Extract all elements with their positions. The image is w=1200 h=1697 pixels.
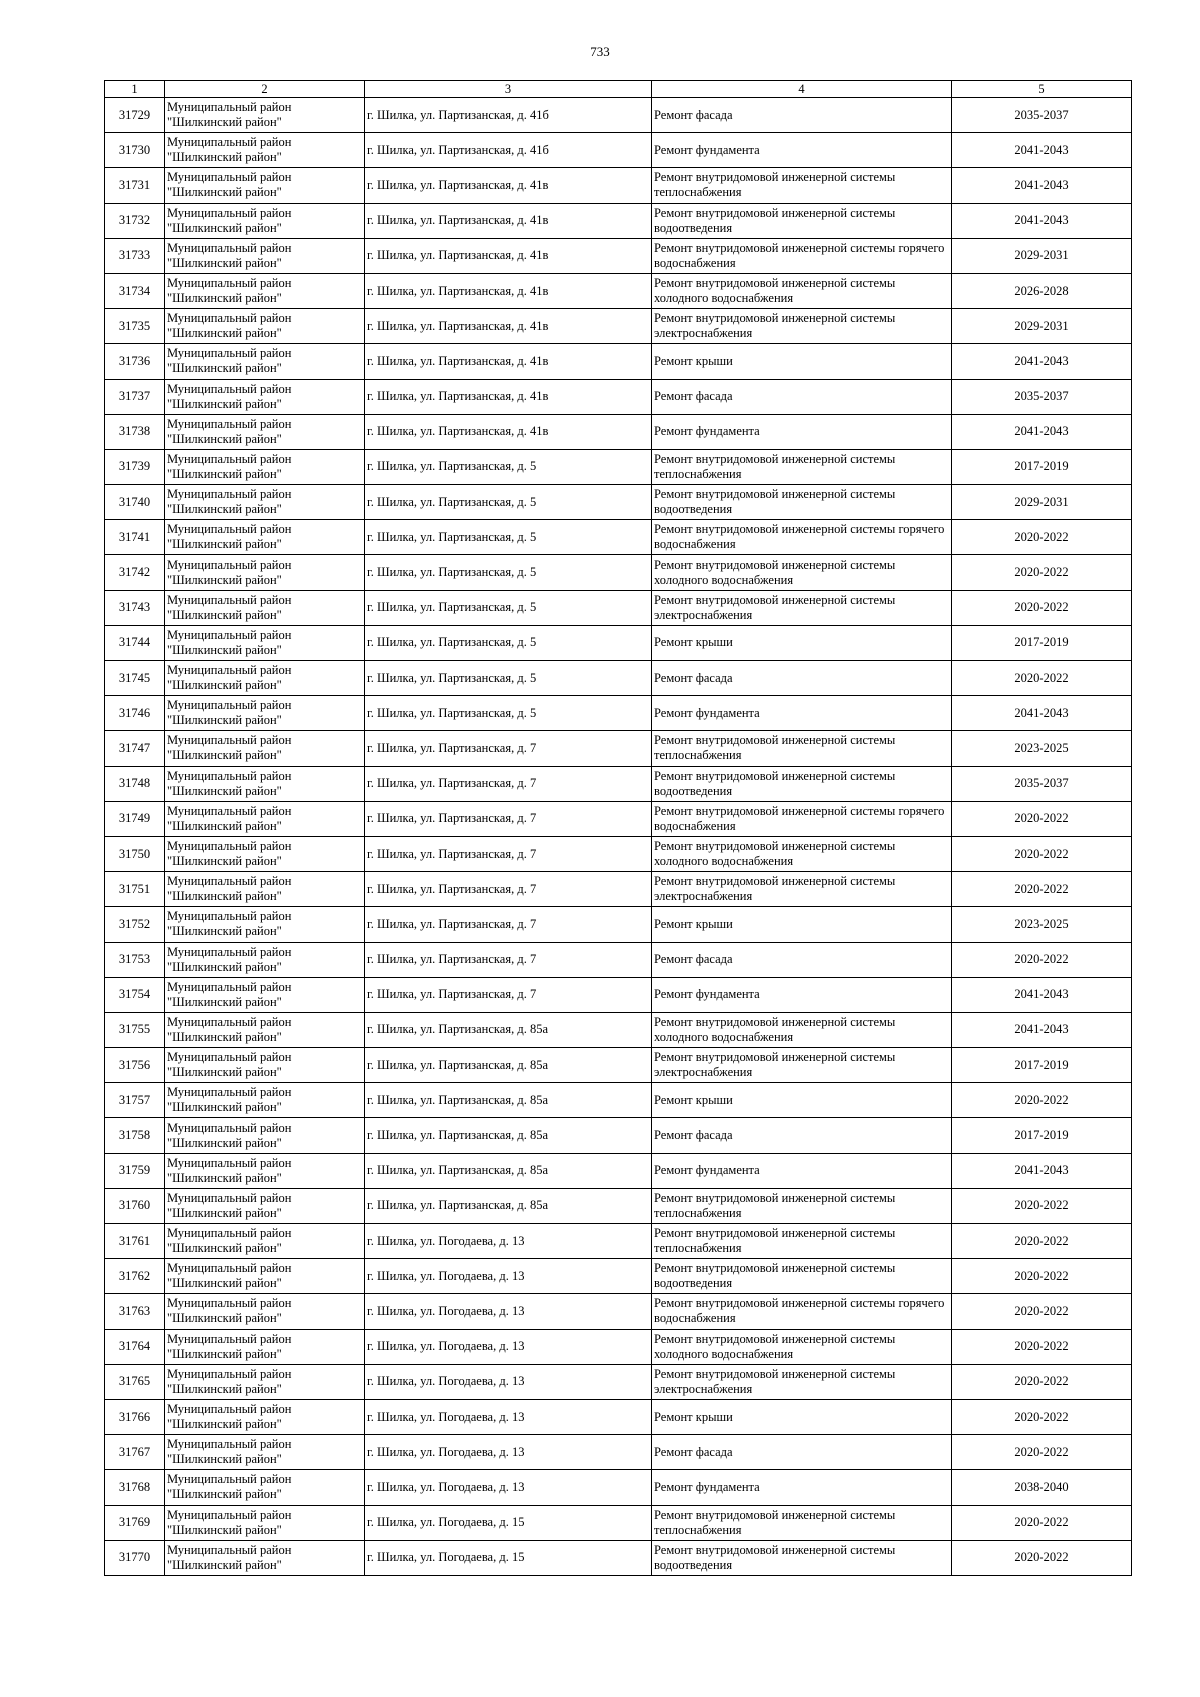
table-row	[105, 1118, 1132, 1153]
region-cell: Муниципальный район "Шилкинский район"	[165, 1435, 365, 1470]
address-cell: г. Шилка, ул. Партизанская, д. 5	[365, 520, 652, 555]
address-cell: г. Шилка, ул. Партизанская, д. 85а	[365, 1083, 652, 1118]
work-type-cell: Ремонт крыши	[652, 1399, 952, 1434]
address-cell: г. Шилка, ул. Погодаева, д. 13	[365, 1294, 652, 1329]
address-cell: г. Шилка, ул. Партизанская, д. 5	[365, 590, 652, 625]
table-row	[105, 836, 1132, 871]
work-type-cell: Ремонт внутридомовой инженерной системы электроснабжения	[652, 1048, 952, 1083]
address-cell: г. Шилка, ул. Партизанская, д. 7	[365, 766, 652, 801]
period-cell: 2020-2022	[952, 1259, 1132, 1294]
address-cell: г. Шилка, ул. Партизанская, д. 7	[365, 977, 652, 1012]
region-cell: Муниципальный район "Шилкинский район"	[165, 1364, 365, 1399]
period-cell: 2020-2022	[952, 1540, 1132, 1575]
address-cell: г. Шилка, ул. Партизанская, д. 7	[365, 801, 652, 836]
address-cell: г. Шилка, ул. Партизанская, д. 7	[365, 836, 652, 871]
address-cell: г. Шилка, ул. Партизанская, д. 41б	[365, 133, 652, 168]
period-cell: 2041-2043	[952, 977, 1132, 1012]
row-number: 31745	[105, 661, 165, 696]
table-row	[105, 1294, 1132, 1329]
work-type-cell: Ремонт внутридомовой инженерной системы теплоснабжения	[652, 731, 952, 766]
period-cell: 2029-2031	[952, 309, 1132, 344]
period-cell: 2020-2022	[952, 555, 1132, 590]
work-type-cell: Ремонт внутридомовой инженерной системы горячего водоснабжения	[652, 520, 952, 555]
period-cell: 2041-2043	[952, 168, 1132, 203]
row-number: 31729	[105, 98, 165, 133]
work-type-cell: Ремонт внутридомовой инженерной системы электроснабжения	[652, 872, 952, 907]
work-type-cell: Ремонт фундамента	[652, 1153, 952, 1188]
table-row	[105, 449, 1132, 484]
address-cell: г. Шилка, ул. Партизанская, д. 5	[365, 696, 652, 731]
region-cell: Муниципальный район "Шилкинский район"	[165, 344, 365, 379]
period-cell: 2041-2043	[952, 1012, 1132, 1047]
region-cell: Муниципальный район "Шилкинский район"	[165, 1470, 365, 1505]
table-row	[105, 309, 1132, 344]
period-cell: 2041-2043	[952, 696, 1132, 731]
table-row	[105, 1224, 1132, 1259]
region-cell: Муниципальный район "Шилкинский район"	[165, 1540, 365, 1575]
period-cell: 2017-2019	[952, 1048, 1132, 1083]
work-type-cell: Ремонт фундамента	[652, 1470, 952, 1505]
period-cell: 2020-2022	[952, 1505, 1132, 1540]
work-type-cell: Ремонт внутридомовой инженерной системы холодного водоснабжения	[652, 836, 952, 871]
period-cell: 2020-2022	[952, 1224, 1132, 1259]
row-number: 31750	[105, 836, 165, 871]
period-cell: 2020-2022	[952, 872, 1132, 907]
address-cell: г. Шилка, ул. Партизанская, д. 85а	[365, 1188, 652, 1223]
work-type-cell: Ремонт крыши	[652, 1083, 952, 1118]
region-cell: Муниципальный район "Шилкинский район"	[165, 836, 365, 871]
address-cell: г. Шилка, ул. Партизанская, д. 85а	[365, 1118, 652, 1153]
row-number: 31768	[105, 1470, 165, 1505]
row-number: 31760	[105, 1188, 165, 1223]
work-type-cell: Ремонт фундамента	[652, 977, 952, 1012]
address-cell: г. Шилка, ул. Погодаева, д. 15	[365, 1540, 652, 1575]
work-type-cell: Ремонт внутридомовой инженерной системы водоотведения	[652, 203, 952, 238]
region-cell: Муниципальный район "Шилкинский район"	[165, 1153, 365, 1188]
table-row	[105, 1188, 1132, 1223]
address-cell: г. Шилка, ул. Погодаева, д. 13	[365, 1259, 652, 1294]
table-row	[105, 942, 1132, 977]
row-number: 31748	[105, 766, 165, 801]
table-row	[105, 1364, 1132, 1399]
region-cell: Муниципальный район "Шилкинский район"	[165, 872, 365, 907]
address-cell: г. Шилка, ул. Партизанская, д. 5	[365, 555, 652, 590]
table-row	[105, 1259, 1132, 1294]
row-number: 31739	[105, 449, 165, 484]
table-header	[105, 81, 1132, 98]
row-number: 31752	[105, 907, 165, 942]
work-type-cell: Ремонт фасада	[652, 942, 952, 977]
table-row	[105, 731, 1132, 766]
address-cell: г. Шилка, ул. Партизанская, д. 41в	[365, 379, 652, 414]
region-cell: Муниципальный район "Шилкинский район"	[165, 1259, 365, 1294]
period-cell: 2041-2043	[952, 203, 1132, 238]
region-cell: Муниципальный район "Шилкинский район"	[165, 590, 365, 625]
work-type-cell: Ремонт фундамента	[652, 133, 952, 168]
address-cell: г. Шилка, ул. Партизанская, д. 41в	[365, 238, 652, 273]
region-cell: Муниципальный район "Шилкинский район"	[165, 1012, 365, 1047]
table-row	[105, 133, 1132, 168]
period-cell: 2023-2025	[952, 907, 1132, 942]
work-type-cell: Ремонт крыши	[652, 625, 952, 660]
address-cell: г. Шилка, ул. Партизанская, д. 41б	[365, 98, 652, 133]
address-cell: г. Шилка, ул. Партизанская, д. 7	[365, 731, 652, 766]
work-type-cell: Ремонт внутридомовой инженерной системы электроснабжения	[652, 590, 952, 625]
row-number: 31734	[105, 273, 165, 308]
row-number: 31755	[105, 1012, 165, 1047]
row-number: 31767	[105, 1435, 165, 1470]
period-cell: 2020-2022	[952, 1188, 1132, 1223]
period-cell: 2026-2028	[952, 273, 1132, 308]
work-type-cell: Ремонт внутридомовой инженерной системы водоотведения	[652, 485, 952, 520]
row-number: 31742	[105, 555, 165, 590]
work-type-cell: Ремонт внутридомовой инженерной системы электроснабжения	[652, 309, 952, 344]
region-cell: Муниципальный район "Шилкинский район"	[165, 1118, 365, 1153]
table-row	[105, 1540, 1132, 1575]
region-cell: Муниципальный район "Шилкинский район"	[165, 485, 365, 520]
column-header-1: 1	[105, 81, 165, 98]
work-type-cell: Ремонт внутридомовой инженерной системы теплоснабжения	[652, 1505, 952, 1540]
work-type-cell: Ремонт внутридомовой инженерной системы холодного водоснабжения	[652, 273, 952, 308]
page-number: 733	[590, 44, 610, 59]
address-cell: г. Шилка, ул. Погодаева, д. 13	[365, 1470, 652, 1505]
address-cell: г. Шилка, ул. Партизанская, д. 41в	[365, 344, 652, 379]
row-number: 31762	[105, 1259, 165, 1294]
table-row	[105, 1329, 1132, 1364]
address-cell: г. Шилка, ул. Партизанская, д. 41в	[365, 414, 652, 449]
table-body	[105, 98, 1132, 1576]
work-type-cell: Ремонт крыши	[652, 344, 952, 379]
work-type-cell: Ремонт внутридомовой инженерной системы водоотведения	[652, 1259, 952, 1294]
address-cell: г. Шилка, ул. Погодаева, д. 15	[365, 1505, 652, 1540]
period-cell: 2020-2022	[952, 590, 1132, 625]
region-cell: Муниципальный район "Шилкинский район"	[165, 449, 365, 484]
table-row	[105, 273, 1132, 308]
row-number: 31736	[105, 344, 165, 379]
region-cell: Муниципальный район "Шилкинский район"	[165, 168, 365, 203]
region-cell: Муниципальный район "Шилкинский район"	[165, 1083, 365, 1118]
period-cell: 2020-2022	[952, 801, 1132, 836]
row-number: 31733	[105, 238, 165, 273]
region-cell: Муниципальный район "Шилкинский район"	[165, 1188, 365, 1223]
work-type-cell: Ремонт фасада	[652, 1435, 952, 1470]
row-number: 31754	[105, 977, 165, 1012]
period-cell: 2020-2022	[952, 1364, 1132, 1399]
period-cell: 2020-2022	[952, 836, 1132, 871]
table-row	[105, 238, 1132, 273]
table-row	[105, 1153, 1132, 1188]
period-cell: 2023-2025	[952, 731, 1132, 766]
column-header-3: 3	[365, 81, 652, 98]
table-row	[105, 872, 1132, 907]
period-cell: 2017-2019	[952, 449, 1132, 484]
address-cell: г. Шилка, ул. Партизанская, д. 5	[365, 625, 652, 660]
region-cell: Муниципальный район "Шилкинский район"	[165, 661, 365, 696]
row-number: 31735	[105, 309, 165, 344]
period-cell: 2035-2037	[952, 766, 1132, 801]
work-type-cell: Ремонт фасада	[652, 379, 952, 414]
work-type-cell: Ремонт внутридомовой инженерной системы холодного водоснабжения	[652, 555, 952, 590]
address-cell: г. Шилка, ул. Партизанская, д. 5	[365, 449, 652, 484]
work-type-cell: Ремонт фасада	[652, 1118, 952, 1153]
address-cell: г. Шилка, ул. Партизанская, д. 7	[365, 942, 652, 977]
period-cell: 2017-2019	[952, 1118, 1132, 1153]
region-cell: Муниципальный район "Шилкинский район"	[165, 907, 365, 942]
period-cell: 2041-2043	[952, 133, 1132, 168]
region-cell: Муниципальный район "Шилкинский район"	[165, 731, 365, 766]
region-cell: Муниципальный район "Шилкинский район"	[165, 1505, 365, 1540]
address-cell: г. Шилка, ул. Погодаева, д. 13	[365, 1399, 652, 1434]
region-cell: Муниципальный район "Шилкинский район"	[165, 555, 365, 590]
region-cell: Муниципальный район "Шилкинский район"	[165, 309, 365, 344]
region-cell: Муниципальный район "Шилкинский район"	[165, 520, 365, 555]
row-number: 31743	[105, 590, 165, 625]
address-cell: г. Шилка, ул. Партизанская, д. 41в	[365, 168, 652, 203]
address-cell: г. Шилка, ул. Партизанская, д. 7	[365, 872, 652, 907]
region-cell: Муниципальный район "Шилкинский район"	[165, 379, 365, 414]
row-number: 31744	[105, 625, 165, 660]
address-cell: г. Шилка, ул. Партизанская, д. 85а	[365, 1153, 652, 1188]
table-row	[105, 203, 1132, 238]
column-header-5: 5	[952, 81, 1132, 98]
table-row	[105, 520, 1132, 555]
address-cell: г. Шилка, ул. Партизанская, д. 5	[365, 661, 652, 696]
period-cell: 2029-2031	[952, 238, 1132, 273]
work-type-cell: Ремонт фасада	[652, 98, 952, 133]
region-cell: Муниципальный район "Шилкинский район"	[165, 203, 365, 238]
row-number: 31732	[105, 203, 165, 238]
row-number: 31764	[105, 1329, 165, 1364]
region-cell: Муниципальный район "Шилкинский район"	[165, 133, 365, 168]
period-cell: 2041-2043	[952, 344, 1132, 379]
row-number: 31765	[105, 1364, 165, 1399]
period-cell: 2020-2022	[952, 1435, 1132, 1470]
table-row	[105, 1505, 1132, 1540]
period-cell: 2020-2022	[952, 1083, 1132, 1118]
region-cell: Муниципальный район "Шилкинский район"	[165, 414, 365, 449]
row-number: 31763	[105, 1294, 165, 1329]
table-row	[105, 379, 1132, 414]
row-number: 31746	[105, 696, 165, 731]
table-row	[105, 696, 1132, 731]
row-number: 31761	[105, 1224, 165, 1259]
region-cell: Муниципальный район "Шилкинский район"	[165, 696, 365, 731]
region-cell: Муниципальный район "Шилкинский район"	[165, 1294, 365, 1329]
row-number: 31751	[105, 872, 165, 907]
address-cell: г. Шилка, ул. Погодаева, д. 13	[365, 1435, 652, 1470]
period-cell: 2017-2019	[952, 625, 1132, 660]
period-cell: 2020-2022	[952, 1329, 1132, 1364]
work-type-cell: Ремонт крыши	[652, 907, 952, 942]
region-cell: Муниципальный район "Шилкинский район"	[165, 625, 365, 660]
work-type-cell: Ремонт внутридомовой инженерной системы теплоснабжения	[652, 168, 952, 203]
address-cell: г. Шилка, ул. Погодаева, д. 13	[365, 1364, 652, 1399]
column-header-4: 4	[652, 81, 952, 98]
row-number: 31757	[105, 1083, 165, 1118]
row-number: 31731	[105, 168, 165, 203]
header-row	[105, 81, 1132, 98]
work-type-cell: Ремонт внутридомовой инженерной системы электроснабжения	[652, 1364, 952, 1399]
address-cell: г. Шилка, ул. Погодаева, д. 13	[365, 1224, 652, 1259]
column-header-2: 2	[165, 81, 365, 98]
region-cell: Муниципальный район "Шилкинский район"	[165, 98, 365, 133]
address-cell: г. Шилка, ул. Партизанская, д. 41в	[365, 273, 652, 308]
region-cell: Муниципальный район "Шилкинский район"	[165, 238, 365, 273]
period-cell: 2035-2037	[952, 98, 1132, 133]
work-type-cell: Ремонт внутридомовой инженерной системы горячего водоснабжения	[652, 238, 952, 273]
address-cell: г. Шилка, ул. Партизанская, д. 85а	[365, 1012, 652, 1047]
region-cell: Муниципальный район "Шилкинский район"	[165, 801, 365, 836]
table-row	[105, 98, 1132, 133]
period-cell: 2020-2022	[952, 1399, 1132, 1434]
work-type-cell: Ремонт внутридомовой инженерной системы водоотведения	[652, 766, 952, 801]
work-type-cell: Ремонт внутридомовой инженерной системы холодного водоснабжения	[652, 1329, 952, 1364]
table-row	[105, 1399, 1132, 1434]
work-type-cell: Ремонт внутридомовой инженерной системы теплоснабжения	[652, 449, 952, 484]
table-row	[105, 1012, 1132, 1047]
address-cell: г. Шилка, ул. Партизанская, д. 7	[365, 907, 652, 942]
period-cell: 2020-2022	[952, 520, 1132, 555]
table-row	[105, 344, 1132, 379]
table-row	[105, 977, 1132, 1012]
work-type-cell: Ремонт внутридомовой инженерной системы горячего водоснабжения	[652, 801, 952, 836]
period-cell: 2020-2022	[952, 661, 1132, 696]
table-row	[105, 801, 1132, 836]
row-number: 31753	[105, 942, 165, 977]
work-type-cell: Ремонт внутридомовой инженерной системы теплоснабжения	[652, 1188, 952, 1223]
period-cell: 2029-2031	[952, 485, 1132, 520]
register-table	[104, 80, 1132, 1576]
work-type-cell: Ремонт внутридомовой инженерной системы горячего водоснабжения	[652, 1294, 952, 1329]
period-cell: 2020-2022	[952, 1294, 1132, 1329]
table-row	[105, 1048, 1132, 1083]
region-cell: Муниципальный район "Шилкинский район"	[165, 977, 365, 1012]
address-cell: г. Шилка, ул. Партизанская, д. 85а	[365, 1048, 652, 1083]
address-cell: г. Шилка, ул. Партизанская, д. 5	[365, 485, 652, 520]
period-cell: 2035-2037	[952, 379, 1132, 414]
work-type-cell: Ремонт внутридомовой инженерной системы водоотведения	[652, 1540, 952, 1575]
table-row	[105, 907, 1132, 942]
region-cell: Муниципальный район "Шилкинский район"	[165, 1399, 365, 1434]
row-number: 31740	[105, 485, 165, 520]
table-row	[105, 766, 1132, 801]
work-type-cell: Ремонт внутридомовой инженерной системы холодного водоснабжения	[652, 1012, 952, 1047]
row-number: 31747	[105, 731, 165, 766]
period-cell: 2041-2043	[952, 1153, 1132, 1188]
period-cell: 2041-2043	[952, 414, 1132, 449]
row-number: 31749	[105, 801, 165, 836]
address-cell: г. Шилка, ул. Партизанская, д. 41в	[365, 309, 652, 344]
region-cell: Муниципальный район "Шилкинский район"	[165, 942, 365, 977]
region-cell: Муниципальный район "Шилкинский район"	[165, 1329, 365, 1364]
row-number: 31741	[105, 520, 165, 555]
row-number: 31756	[105, 1048, 165, 1083]
address-cell: г. Шилка, ул. Погодаева, д. 13	[365, 1329, 652, 1364]
period-cell: 2020-2022	[952, 942, 1132, 977]
row-number: 31769	[105, 1505, 165, 1540]
work-type-cell: Ремонт фундамента	[652, 414, 952, 449]
table-row	[105, 414, 1132, 449]
row-number: 31759	[105, 1153, 165, 1188]
region-cell: Муниципальный район "Шилкинский район"	[165, 1048, 365, 1083]
table-row	[105, 555, 1132, 590]
table-row	[105, 1435, 1132, 1470]
row-number: 31738	[105, 414, 165, 449]
period-cell: 2038-2040	[952, 1470, 1132, 1505]
table-row	[105, 625, 1132, 660]
table-row	[105, 168, 1132, 203]
row-number: 31766	[105, 1399, 165, 1434]
region-cell: Муниципальный район "Шилкинский район"	[165, 1224, 365, 1259]
work-type-cell: Ремонт внутридомовой инженерной системы теплоснабжения	[652, 1224, 952, 1259]
region-cell: Муниципальный район "Шилкинский район"	[165, 273, 365, 308]
table-row	[105, 661, 1132, 696]
row-number: 31758	[105, 1118, 165, 1153]
row-number: 31770	[105, 1540, 165, 1575]
table-row	[105, 1083, 1132, 1118]
table-row	[105, 485, 1132, 520]
region-cell: Муниципальный район "Шилкинский район"	[165, 766, 365, 801]
work-type-cell: Ремонт фундамента	[652, 696, 952, 731]
table-row	[105, 1470, 1132, 1505]
work-type-cell: Ремонт фасада	[652, 661, 952, 696]
table-row	[105, 590, 1132, 625]
row-number: 31730	[105, 133, 165, 168]
row-number: 31737	[105, 379, 165, 414]
address-cell: г. Шилка, ул. Партизанская, д. 41в	[365, 203, 652, 238]
